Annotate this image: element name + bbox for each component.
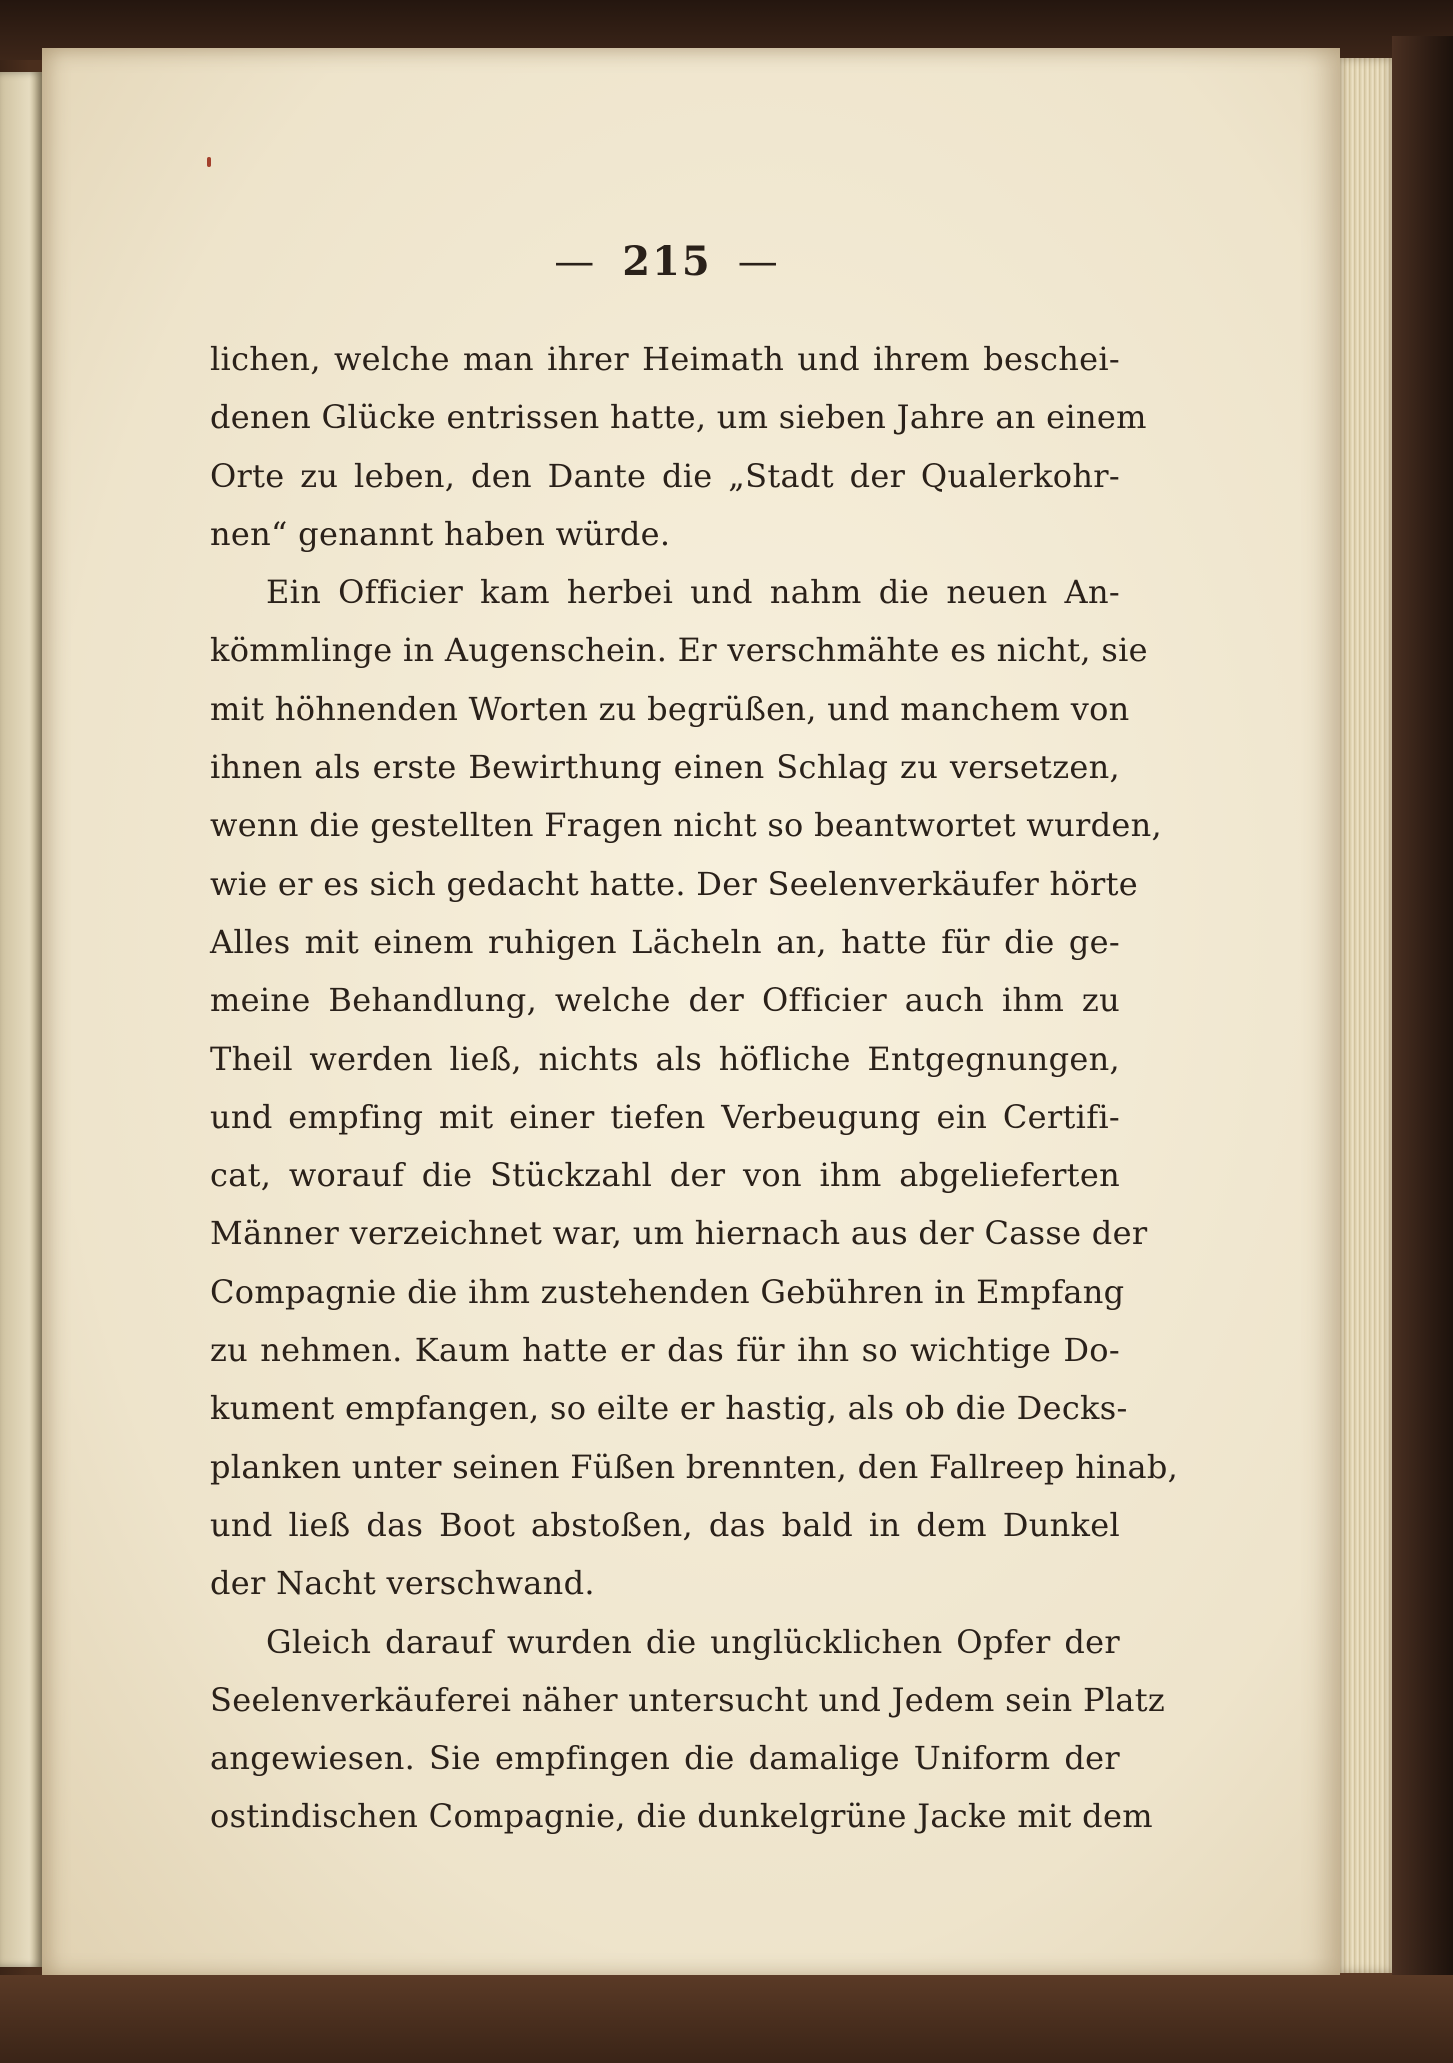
text-line: zu nehmen. Kaum hatte er das für ihn so wichtige Do- bbox=[210, 1331, 1120, 1370]
text-line: Theil werden ließ, nichts als höfliche Entgegnungen, bbox=[210, 1039, 1120, 1078]
text-line: planken unter seinen Füßen brennten, den Fallreep hinab, bbox=[210, 1447, 1179, 1486]
text-line: Gleich darauf wurden die unglücklichen Opfer der bbox=[266, 1622, 1120, 1661]
text-line: lichen, welche man ihrer Heimath und ihrem beschei- bbox=[210, 340, 1120, 378]
body-text bbox=[210, 330, 1179, 1846]
text-line: meine Behandlung, welche der Officier auch ihm zu bbox=[210, 981, 1120, 1020]
text-line: ihnen als erste Bewirthung einen Schlag zu versetzen, bbox=[210, 748, 1120, 787]
header-dash-left: — bbox=[554, 239, 597, 285]
book-cover-bottom bbox=[0, 1975, 1453, 2063]
text-line: Seelenverkäuferei näher untersucht und Jedem sein Platz bbox=[210, 1680, 1166, 1719]
text-line: und empfing mit einer tiefen Verbeugung ein Certifi- bbox=[210, 1097, 1120, 1136]
text-line: Orte zu leben, den Dante die „Stadt der Qualerkohr- bbox=[210, 456, 1120, 495]
text-line: Alles mit einem ruhigen Lächeln an, hatte für die ge- bbox=[210, 922, 1120, 961]
text-line: Compagnie die ihm zustehenden Gebühren in Empfang bbox=[210, 1272, 1125, 1311]
page-number-header bbox=[0, 238, 1334, 285]
ink-speck bbox=[207, 157, 211, 167]
text-line: Ein Officier kam herbei und nahm die neuen An- bbox=[266, 573, 1120, 612]
page-number: 215 bbox=[622, 238, 712, 285]
book-cover-edge bbox=[1392, 36, 1453, 2026]
text-line: denen Glücke entrissen hatte, um sieben Jahre an einem bbox=[210, 398, 1147, 437]
text-line: und ließ das Boot abstoßen, das bald in dem Dunkel bbox=[210, 1505, 1120, 1544]
text-line: nen“ genannt haben würde. bbox=[210, 514, 671, 553]
text-line: kument empfangen, so eilte er hastig, als ob die Decks- bbox=[210, 1389, 1128, 1428]
text-line: ostindischen Compagnie, die dunkelgrüne Jacke mit dem bbox=[210, 1797, 1153, 1836]
text-line: wie er es sich gedacht hatte. Der Seelenverkäufer hörte bbox=[210, 864, 1139, 903]
text-line: mit höhnenden Worten zu begrüßen, und manchem von bbox=[210, 689, 1130, 728]
text-line: angewiesen. Sie empfingen die damalige Uniform der bbox=[210, 1739, 1120, 1778]
text-line: wenn die gestellten Fragen nicht so beantwortet wurden, bbox=[210, 806, 1163, 845]
left-page-edge bbox=[0, 72, 42, 1967]
page-stack-edge bbox=[1340, 58, 1392, 1973]
text-line: cat, worauf die Stückzahl der von ihm abgelieferten bbox=[210, 1156, 1120, 1195]
text-line: Männer verzeichnet war, um hiernach aus der Casse der bbox=[210, 1214, 1148, 1253]
text-line: kömmlinge in Augenschein. Er verschmähte es nicht, sie bbox=[210, 631, 1148, 670]
header-dash-right: — bbox=[737, 239, 780, 285]
text-line: der Nacht verschwand. bbox=[210, 1564, 595, 1603]
